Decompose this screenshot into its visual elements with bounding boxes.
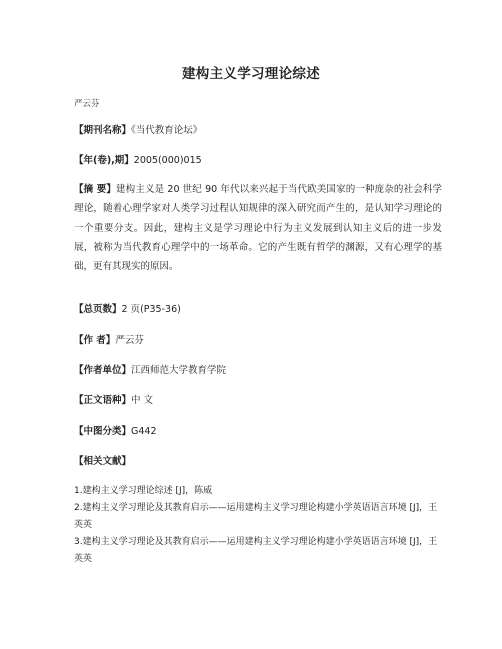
related-heading: [74, 452, 442, 471]
author-field: [74, 331, 442, 350]
affiliation-key: 【作者单位】: [74, 365, 132, 376]
classification-key: 【中图分类】: [74, 426, 132, 437]
abstract-text: 建构主义是 20 世纪 90 年代以来兴起于当代欧美国家的一种庞杂的社会科学理论，随着心理学家对人类学习过程认知规律的深入研究而产生的，是认知学习理论的一个重要分支。因此，建构主义是学习理论中行为主义发展到认知主义后的进一步发展，被称为当代教育心理学中的一场革命。它的产生既有哲学的渊源，又有心理学的基础，更有其现实的原因。: [74, 184, 442, 273]
language-key: 【正文语种】: [74, 395, 132, 406]
document-title: 建构主义学习理论综述: [182, 66, 320, 82]
abstract-key: 【摘 要】: [74, 184, 117, 195]
related-list: [74, 483, 444, 568]
language-field: [74, 391, 442, 410]
pages-value: 2 页(P35-36): [121, 304, 181, 315]
journal-value: 《当代教育论坛》: [131, 125, 203, 136]
author-key: 【作 者】: [74, 335, 116, 346]
pages-key: 【总页数】: [74, 304, 122, 315]
related-item[interactable]: 2.建构主义学习理论及其教育启示——运用建构主义学习理论构建小学英语语言环境 [J]，王英英: [74, 503, 438, 530]
pages-field: [74, 300, 442, 319]
year-issue-key: 【年(卷),期】: [74, 155, 134, 166]
affiliation-value: 江西师范大学教育学院: [131, 365, 227, 376]
related-key: 【相关文献】: [74, 456, 132, 467]
top-author: 严云芬: [74, 99, 100, 109]
affiliation-field: [74, 361, 442, 380]
journal-field: [74, 121, 442, 140]
classification-value: G442: [131, 426, 157, 437]
journal-key: 【期刊名称】: [74, 125, 132, 136]
year-issue-value: 2005(000)015: [133, 155, 202, 166]
year-issue-field: [74, 151, 442, 170]
related-item[interactable]: 1.建构主义学习理论综述 [J]，陈威: [74, 486, 213, 496]
author-value: 严云芬: [115, 335, 144, 346]
abstract-field: [74, 180, 442, 276]
related-item[interactable]: 3.建构主义学习理论及其教育启示——运用建构主义学习理论构建小学英语语言环境 [J]，王英英: [74, 537, 438, 564]
classification-field: [74, 422, 442, 441]
language-value: 中 文: [131, 395, 154, 406]
